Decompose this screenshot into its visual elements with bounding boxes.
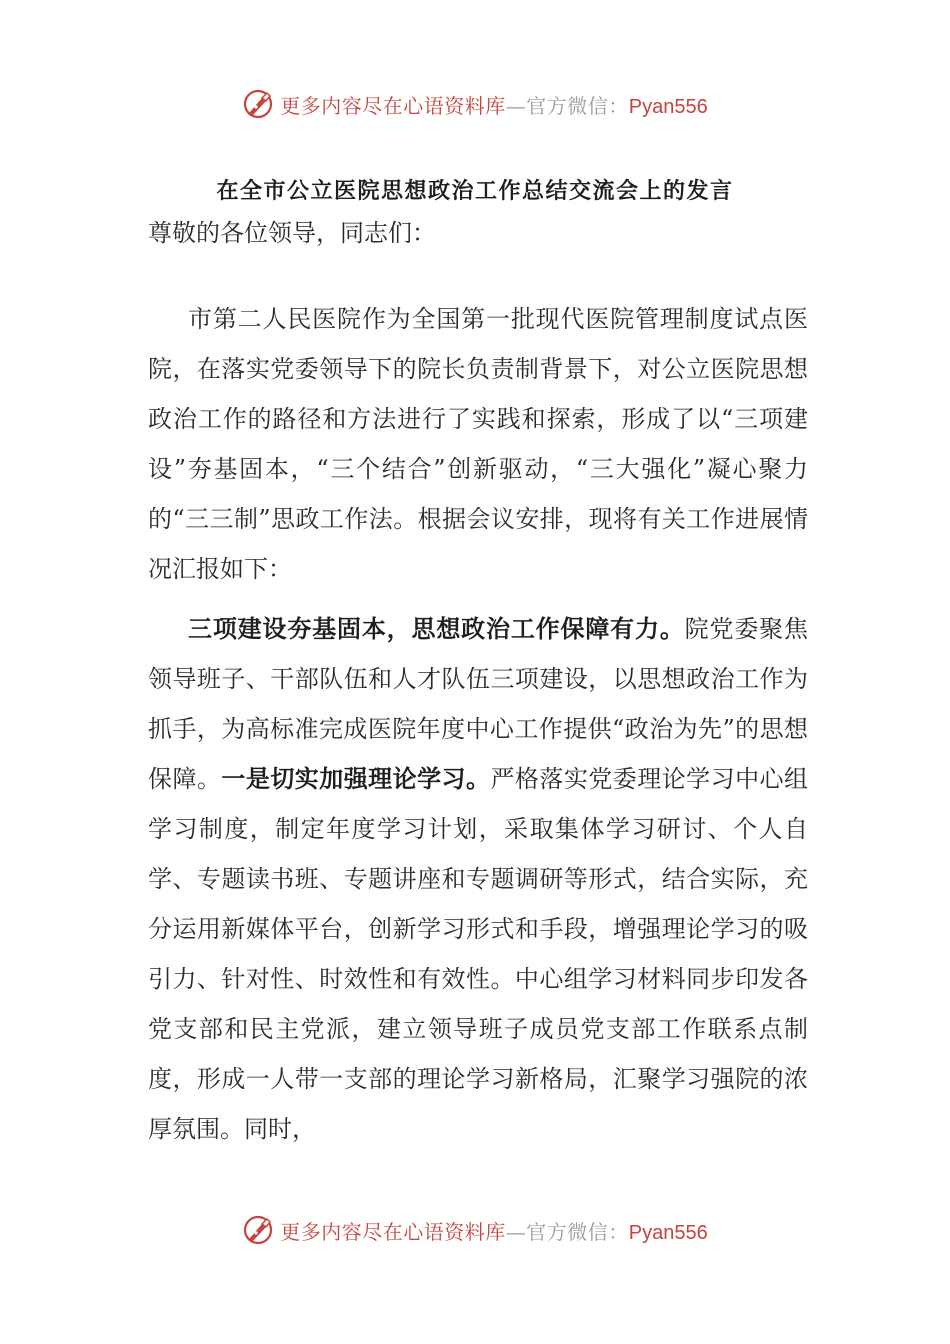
document-title: 在全市公立医院思想政治工作总结交流会上的发言 [216, 179, 734, 204]
banner-text [280, 90, 707, 119]
footer-banner [0, 1210, 950, 1250]
pen-nib-circle-icon [242, 1214, 274, 1246]
banner-main: 更多内容尽在心语资料库 [280, 1219, 506, 1244]
paragraph-2-text-b: 严格落实党委理论学习中心组学习制度，制定年度学习计划，采取集体学习研讨、个人自学、专题读书班、专题讲座和专题调研等形式，结合实际，充分运用新媒体平台，创新学习形式和手段，增强理论学习的吸引力、针对性、时效性和有效性。中心组学习材料同步印发各党支部和民主党派，建立领导班子成员党支部工作联系点制度，形成一人带一支部的理论学习新格局，汇聚学习强院的浓厚氛围。同时， [148, 765, 809, 1143]
section-heading: 三项建设夯基固本，思想政治工作保障有力。 [188, 615, 685, 643]
paragraph-2-text-a: 院党委聚焦领导班子、干部队伍和人才队伍三项建设，以思想政治工作为抓手，为高标准完成医院年度中心工作提供“政治为先”的思想保障。 [148, 615, 809, 793]
sub-heading: 一是切实加强理论学习。 [221, 765, 491, 793]
banner-rest: —官方微信： [505, 1219, 629, 1244]
pen-nib-circle-icon [242, 88, 274, 120]
banner-text [280, 1216, 707, 1245]
banner-main: 更多内容尽在心语资料库 [280, 93, 506, 118]
banner-wechat-id: Pyan556 [628, 1221, 708, 1244]
paragraph-2 [148, 604, 808, 1154]
salutation: 尊敬的各位领导，同志们： [148, 219, 436, 247]
banner-wechat-id: Pyan556 [628, 95, 708, 118]
paragraph-1: 市第二人民医院作为全国第一批现代医院管理制度试点医院，在落实党委领导下的院长负责制背景下，对公立医院思想政治工作的路径和方法进行了实践和探索，形成了以“三项建设”夯基固本，“三个结合”创新驱动，“三大强化”凝心聚力的“三三制”思政工作法。根据会议安排，现将有关工作进展情况汇报如下： [148, 305, 808, 583]
banner-rest: —官方微信： [505, 93, 629, 118]
header-banner [0, 84, 950, 124]
